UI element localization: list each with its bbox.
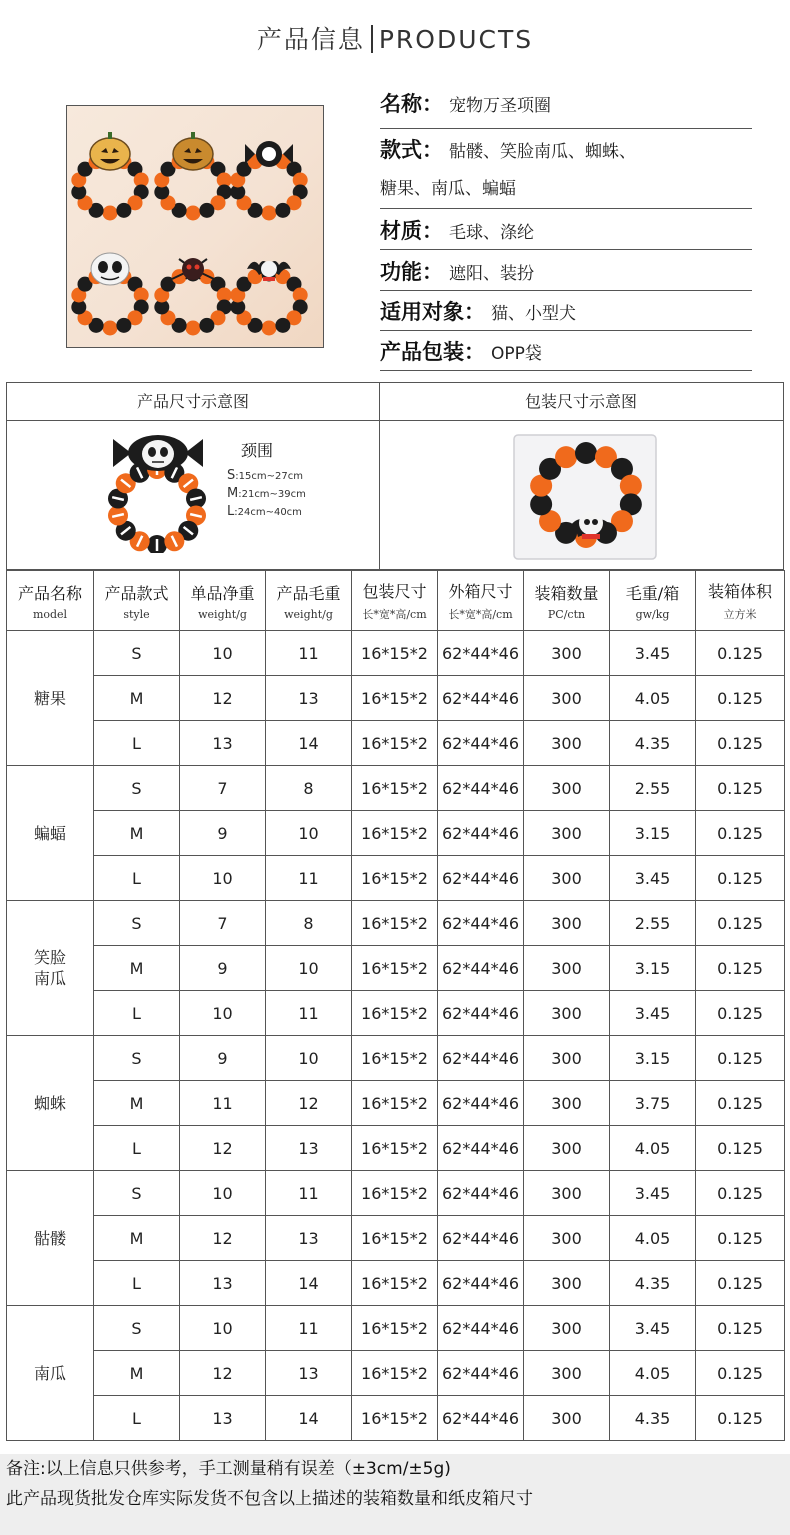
table-cell: 16*15*2 xyxy=(352,901,438,946)
table-cell: 0.125 xyxy=(696,1351,785,1396)
model-name-cell: 糖果 xyxy=(7,631,94,766)
table-cell: 10 xyxy=(180,991,266,1036)
table-row xyxy=(7,676,785,721)
table-cell: 16*15*2 xyxy=(352,946,438,991)
table-cell: 4.35 xyxy=(610,1396,696,1441)
table-cell: L xyxy=(94,721,180,766)
table-cell: 0.125 xyxy=(696,1216,785,1261)
table-row xyxy=(7,721,785,766)
table-row xyxy=(7,1261,785,1306)
column-header: 装箱体积 立方米 xyxy=(696,571,785,631)
table-cell: 16*15*2 xyxy=(352,1171,438,1216)
table-cell: 10 xyxy=(266,1036,352,1081)
info-target-row xyxy=(380,291,752,331)
table-row xyxy=(7,1036,785,1081)
size-s: S:15cm~27cm xyxy=(227,468,303,483)
table-row xyxy=(7,631,785,676)
table-cell: 16*15*2 xyxy=(352,1351,438,1396)
table-cell: 0.125 xyxy=(696,721,785,766)
table-cell: 16*15*2 xyxy=(352,991,438,1036)
table-cell: 0.125 xyxy=(696,631,785,676)
skull-candy-charm xyxy=(113,435,203,471)
note-line: 备注:以上信息只供参考，手工测量稍有误差（±3cm/±5g) xyxy=(6,1459,451,1479)
table-cell: 16*15*2 xyxy=(352,721,438,766)
pumpkin-charm xyxy=(173,132,213,170)
table-cell: 0.125 xyxy=(696,946,785,991)
table-cell: 10 xyxy=(180,1306,266,1351)
table-cell: 300 xyxy=(524,1036,610,1081)
table-cell: 0.125 xyxy=(696,1171,785,1216)
table-cell: 0.125 xyxy=(696,1126,785,1171)
table-cell: 62*44*46 xyxy=(438,721,524,766)
table-cell: 62*44*46 xyxy=(438,811,524,856)
table-cell: 8 xyxy=(266,766,352,811)
info-style-row xyxy=(380,129,752,168)
table-cell: 300 xyxy=(524,1126,610,1171)
info-value: 遮阳、装扮 xyxy=(449,264,534,284)
table-cell: 13 xyxy=(180,1261,266,1306)
table-cell: 0.125 xyxy=(696,766,785,811)
table-row xyxy=(7,1396,785,1441)
model-name-cell: 南瓜 xyxy=(7,1306,94,1441)
page-title xyxy=(0,20,790,56)
table-cell: 300 xyxy=(524,721,610,766)
info-value: OPP袋 xyxy=(491,344,542,364)
info-value: 猫、小型犬 xyxy=(491,304,576,324)
table-cell: 300 xyxy=(524,946,610,991)
info-key: 功能： xyxy=(380,260,443,284)
info-package-row xyxy=(380,331,752,371)
table-cell: 7 xyxy=(180,766,266,811)
table-cell: 16*15*2 xyxy=(352,811,438,856)
table-cell: L xyxy=(94,1261,180,1306)
table-cell: 16*15*2 xyxy=(352,631,438,676)
table-cell: 12 xyxy=(180,1216,266,1261)
table-cell: 4.35 xyxy=(610,721,696,766)
table-cell: 13 xyxy=(180,1396,266,1441)
table-cell: 62*44*46 xyxy=(438,1351,524,1396)
table-cell: 0.125 xyxy=(696,991,785,1036)
table-cell: 62*44*46 xyxy=(438,1036,524,1081)
model-name-cell: 蜘蛛 xyxy=(7,1036,94,1171)
table-row xyxy=(7,991,785,1036)
info-material-row xyxy=(380,209,752,250)
table-cell: 16*15*2 xyxy=(352,1036,438,1081)
table-cell: 0.125 xyxy=(696,1036,785,1081)
neck-size-info xyxy=(227,438,306,521)
table-cell: 9 xyxy=(180,1036,266,1081)
table-cell: 2.55 xyxy=(610,901,696,946)
info-key: 材质： xyxy=(380,219,443,243)
table-cell: 300 xyxy=(524,1171,610,1216)
table-cell: 62*44*46 xyxy=(438,676,524,721)
table-cell: 300 xyxy=(524,856,610,901)
column-header: 外箱尺寸 长*宽*高/cm xyxy=(438,571,524,631)
table-cell: 2.55 xyxy=(610,766,696,811)
pumpkin-charm xyxy=(90,132,130,170)
column-header: 产品毛重 weight/g xyxy=(266,571,352,631)
table-cell: 62*44*46 xyxy=(438,1306,524,1351)
table-cell: 62*44*46 xyxy=(438,1081,524,1126)
table-cell: 300 xyxy=(524,1306,610,1351)
column-header: 产品款式 style xyxy=(94,571,180,631)
info-style-row-cont xyxy=(380,168,752,209)
table-cell: 300 xyxy=(524,1396,610,1441)
table-row xyxy=(7,901,785,946)
table-row xyxy=(7,1216,785,1261)
table-cell: 300 xyxy=(524,1081,610,1126)
table-cell: 12 xyxy=(266,1081,352,1126)
table-cell: 13 xyxy=(180,721,266,766)
product-photo xyxy=(66,105,324,348)
column-header: 产品名称 model xyxy=(7,571,94,631)
table-cell: 3.75 xyxy=(610,1081,696,1126)
info-function-row xyxy=(380,250,752,291)
info-name-row xyxy=(380,88,752,129)
table-cell: 13 xyxy=(266,1216,352,1261)
table-cell: 12 xyxy=(180,676,266,721)
table-cell: 16*15*2 xyxy=(352,1306,438,1351)
table-cell: 0.125 xyxy=(696,856,785,901)
collar-diagram xyxy=(103,435,213,553)
table-cell: 300 xyxy=(524,991,610,1036)
size-diagrams xyxy=(6,382,784,570)
table-cell: 62*44*46 xyxy=(438,901,524,946)
table-cell: M xyxy=(94,1351,180,1396)
product-size-header: 产品尺寸示意图 xyxy=(7,383,380,421)
table-row xyxy=(7,1081,785,1126)
model-name-cell: 蝙蝠 xyxy=(7,766,94,901)
table-cell: 62*44*46 xyxy=(438,631,524,676)
table-cell: 3.45 xyxy=(610,856,696,901)
table-cell: 300 xyxy=(524,1261,610,1306)
table-cell: 11 xyxy=(266,856,352,901)
table-cell: 0.125 xyxy=(696,676,785,721)
table-cell: 16*15*2 xyxy=(352,856,438,901)
table-cell: 10 xyxy=(266,946,352,991)
table-cell: 0.125 xyxy=(696,1306,785,1351)
table-cell: 16*15*2 xyxy=(352,676,438,721)
table-cell: 3.15 xyxy=(610,946,696,991)
table-row xyxy=(7,1351,785,1396)
table-cell: 300 xyxy=(524,901,610,946)
diagram-divider xyxy=(379,420,380,570)
info-value: 骷髅、笑脸南瓜、蜘蛛、 xyxy=(449,142,636,162)
table-cell: 0.125 xyxy=(696,1261,785,1306)
model-name-cell: 骷髅 xyxy=(7,1171,94,1306)
table-cell: 16*15*2 xyxy=(352,1216,438,1261)
table-cell: 13 xyxy=(266,676,352,721)
table-cell: 12 xyxy=(180,1126,266,1171)
table-cell: M xyxy=(94,676,180,721)
table-cell: 11 xyxy=(180,1081,266,1126)
table-cell: 14 xyxy=(266,1261,352,1306)
table-cell: 300 xyxy=(524,766,610,811)
info-value: 宠物万圣项圈 xyxy=(449,96,551,116)
table-cell: 16*15*2 xyxy=(352,1261,438,1306)
table-cell: 0.125 xyxy=(696,811,785,856)
note-line: 此产品现货批发仓库实际发货不包含以上描述的装箱数量和纸皮箱尺寸 xyxy=(6,1489,533,1509)
neck-label: 颈围 xyxy=(241,441,274,460)
size-m: M:21cm~39cm xyxy=(227,486,306,501)
table-cell: S xyxy=(94,1036,180,1081)
table-cell: 62*44*46 xyxy=(438,946,524,991)
column-header: 包装尺寸 长*宽*高/cm xyxy=(352,571,438,631)
table-cell: 62*44*46 xyxy=(438,1171,524,1216)
table-cell: M xyxy=(94,1216,180,1261)
collars-illustration xyxy=(67,106,323,347)
table-cell: 62*44*46 xyxy=(438,1261,524,1306)
column-header: 单品净重 weight/g xyxy=(180,571,266,631)
table-cell: 300 xyxy=(524,1351,610,1396)
column-header: 毛重/箱 gw/kg xyxy=(610,571,696,631)
table-cell: 4.05 xyxy=(610,1126,696,1171)
table-cell: 12 xyxy=(180,1351,266,1396)
info-key: 产品包装： xyxy=(380,340,485,364)
table-cell: 13 xyxy=(266,1126,352,1171)
table-cell: 16*15*2 xyxy=(352,1126,438,1171)
table-cell: 16*15*2 xyxy=(352,1396,438,1441)
package-diagram xyxy=(510,433,660,563)
table-row xyxy=(7,1306,785,1351)
table-cell: 13 xyxy=(266,1351,352,1396)
table-cell: 0.125 xyxy=(696,1081,785,1126)
table-cell: 3.15 xyxy=(610,1036,696,1081)
table-cell: 9 xyxy=(180,811,266,856)
info-value: 糖果、南瓜、蝙蝠 xyxy=(380,179,516,199)
table-cell: 62*44*46 xyxy=(438,1216,524,1261)
table-cell: 3.45 xyxy=(610,1306,696,1351)
table-cell: 16*15*2 xyxy=(352,766,438,811)
table-header-row xyxy=(7,571,785,631)
table-cell: 3.45 xyxy=(610,631,696,676)
table-cell: 16*15*2 xyxy=(352,1081,438,1126)
model-name-cell: 笑脸南瓜 xyxy=(7,901,94,1036)
table-cell: 62*44*46 xyxy=(438,1396,524,1441)
table-cell: 8 xyxy=(266,901,352,946)
table-cell: 9 xyxy=(180,946,266,991)
table-cell: S xyxy=(94,1171,180,1216)
table-cell: 14 xyxy=(266,1396,352,1441)
table-row xyxy=(7,811,785,856)
table-cell: L xyxy=(94,991,180,1036)
table-cell: S xyxy=(94,766,180,811)
table-cell: 0.125 xyxy=(696,1396,785,1441)
table-cell: S xyxy=(94,1306,180,1351)
table-cell: M xyxy=(94,811,180,856)
table-cell: 11 xyxy=(266,631,352,676)
table-cell: 11 xyxy=(266,991,352,1036)
spider-charm xyxy=(172,258,214,280)
table-cell: 3.15 xyxy=(610,811,696,856)
package-size-header: 包装尺寸示意图 xyxy=(379,383,783,421)
table-cell: 10 xyxy=(266,811,352,856)
skull-charm xyxy=(91,253,129,285)
spec-table xyxy=(6,570,785,1441)
table-cell: 0.125 xyxy=(696,901,785,946)
table-row xyxy=(7,1126,785,1171)
table-row xyxy=(7,856,785,901)
table-cell: 10 xyxy=(180,1171,266,1216)
table-cell: 4.05 xyxy=(610,676,696,721)
table-cell: 62*44*46 xyxy=(438,766,524,811)
table-cell: S xyxy=(94,631,180,676)
table-cell: 10 xyxy=(180,631,266,676)
table-cell: 62*44*46 xyxy=(438,856,524,901)
table-cell: L xyxy=(94,1396,180,1441)
table-cell: 11 xyxy=(266,1171,352,1216)
notes-section xyxy=(0,1454,790,1535)
table-cell: 14 xyxy=(266,721,352,766)
table-cell: M xyxy=(94,1081,180,1126)
info-value: 毛球、涤纶 xyxy=(449,223,534,243)
info-key: 适用对象： xyxy=(380,300,485,324)
title-cn: 产品信息 xyxy=(256,25,365,54)
table-cell: 11 xyxy=(266,1306,352,1351)
table-cell: 7 xyxy=(180,901,266,946)
table-cell: 4.05 xyxy=(610,1216,696,1261)
table-cell: M xyxy=(94,946,180,991)
column-header: 装箱数量 PC/ctn xyxy=(524,571,610,631)
table-cell: S xyxy=(94,901,180,946)
size-l: L:24cm~40cm xyxy=(227,504,302,519)
table-cell: 300 xyxy=(524,676,610,721)
table-row xyxy=(7,946,785,991)
table-cell: 4.35 xyxy=(610,1261,696,1306)
table-row xyxy=(7,1171,785,1216)
table-cell: 300 xyxy=(524,631,610,676)
title-en: PRODUCTS xyxy=(378,25,534,54)
table-cell: 62*44*46 xyxy=(438,991,524,1036)
info-key: 款式： xyxy=(380,138,443,162)
table-cell: 10 xyxy=(180,856,266,901)
table-cell: 62*44*46 xyxy=(438,1126,524,1171)
table-cell: L xyxy=(94,856,180,901)
title-divider xyxy=(371,25,373,53)
table-cell: 300 xyxy=(524,811,610,856)
table-cell: 3.45 xyxy=(610,1171,696,1216)
table-cell: L xyxy=(94,1126,180,1171)
table-cell: 300 xyxy=(524,1216,610,1261)
table-cell: 4.05 xyxy=(610,1351,696,1396)
info-key: 名称： xyxy=(380,92,443,116)
table-cell: 3.45 xyxy=(610,991,696,1036)
table-row xyxy=(7,766,785,811)
